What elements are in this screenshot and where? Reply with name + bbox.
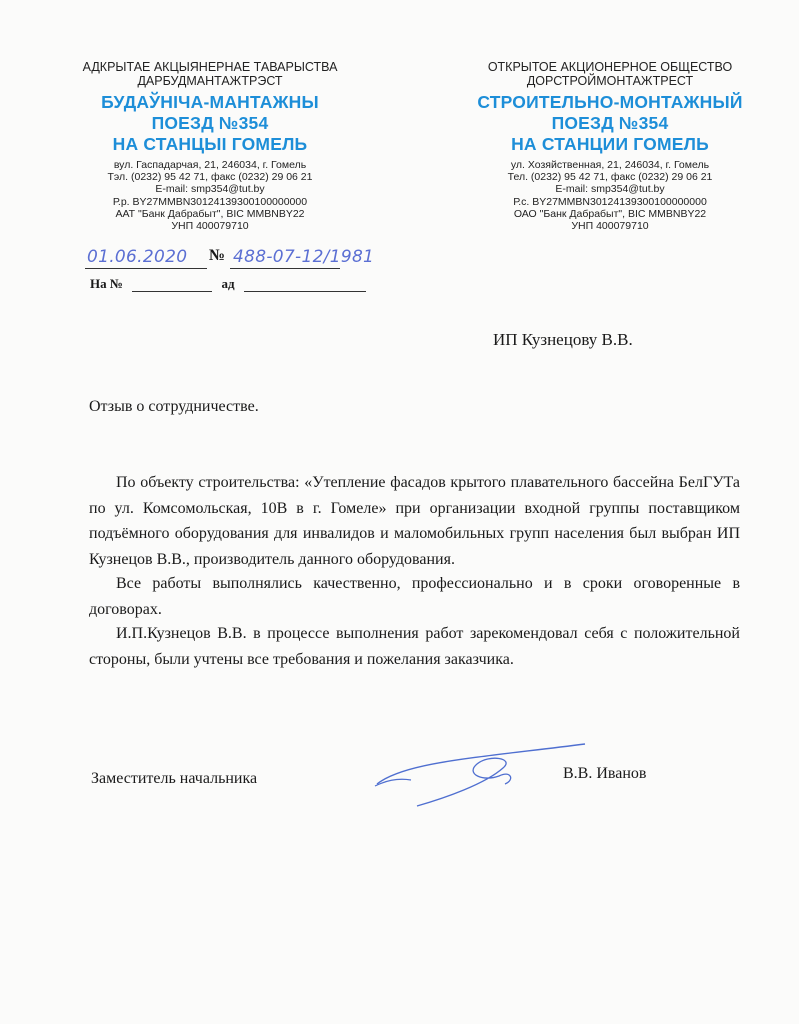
organization-name: СТРОИТЕЛЬНО-МОНТАЖНЫЙ ПОЕЗД №354 НА СТАНЦИИ ГОМЕЛЬ [477, 92, 743, 154]
email: E-mail: smp354@tut.by [555, 183, 665, 196]
address: вул. Гаспадарчая, 21, 246034, г. Гомель [113, 159, 307, 171]
ref-number-blank [132, 280, 212, 292]
company-type: АДКРЫТАЕ АКЦЫЯНЕРНАЕ ТАВАРЫСТВА [82, 60, 338, 74]
handwritten-signature [365, 740, 595, 812]
ref-date-blank [244, 280, 366, 292]
email: E-mail: smp354@tut.by [155, 183, 265, 196]
unp: УНП 400079710 [571, 220, 649, 233]
outgoing-date: 01.06.2020 [87, 247, 188, 267]
parent-company: ДАРБУДМАНТАЖТРЭСТ [137, 74, 283, 88]
parent-company: ДОРСТРОЙМОНТАЖТРЕСТ [526, 74, 694, 88]
bank-account: Р.р. BY27MMBN30124139300100000000 [112, 195, 308, 208]
bank-name: ААТ "Банк Дабрабыт", BIC MMBNBY22 [115, 207, 305, 220]
company-type: ОТКРЫТОЕ АКЦИОНЕРНОЕ ОБЩЕСТВО [487, 60, 733, 74]
number-underline [230, 268, 340, 269]
date-underline [85, 268, 207, 269]
letter-subject: Отзыв о сотрудничестве. [89, 398, 259, 415]
ref-from-label: ад [221, 276, 235, 291]
unp: УНП 400079710 [171, 220, 249, 233]
address: ул. Хозяйственная, 21, 246034, г. Гомель [510, 159, 710, 171]
letterhead-belarusian [40, 60, 380, 232]
letter-body [89, 470, 740, 672]
phone-fax: Тэл. (0232) 95 42 71, факс (0232) 29 06 21 [107, 171, 313, 184]
signatory-title: Заместитель начальника [91, 770, 258, 787]
signatory-name: В.В. Иванов [563, 765, 647, 782]
phone-fax: Тел. (0232) 95 42 71, факс (0232) 29 06 21 [507, 171, 713, 184]
bank-account: Р.с. BY27MMBN30124139300100000000 [513, 195, 707, 208]
outgoing-number: 488-07-12/1981 [233, 247, 375, 267]
addressee: ИП Кузнецову В.В. [493, 330, 633, 349]
body-paragraph: И.П.Кузнецов В.В. в процессе выполнения работ зарекомендовал себя с положительной стороны, были учтены все требования и пожелания заказчика. [89, 625, 740, 668]
ref-number-label: На № [90, 276, 123, 291]
reference-line [90, 276, 366, 292]
body-paragraph: По объекту строительства: «Утепление фасадов крытого плавательного бассейна БелГУТа по ул. Комсомольская, 10В в г. Гомеле» при организации входной группы поставщиком подъёмного оборудования для инвалидов и маломобильных групп населения был выбран ИП Кузнецов В.В., производитель данного оборудования. [89, 474, 740, 568]
body-paragraph: Все работы выполнялись качественно, профессионально и в сроки оговоренные в договорах. [89, 575, 740, 618]
letterhead-russian [440, 60, 780, 232]
organization-name: БУДАЎНІЧА-МАНТАЖНЫ ПОЕЗД №354 НА СТАНЦЫІ ГОМЕЛЬ [101, 92, 319, 154]
bank-name: ОАО "Банк Дабрабыт", BIC MMBNBY22 [513, 207, 707, 220]
number-sign: № [209, 247, 226, 264]
